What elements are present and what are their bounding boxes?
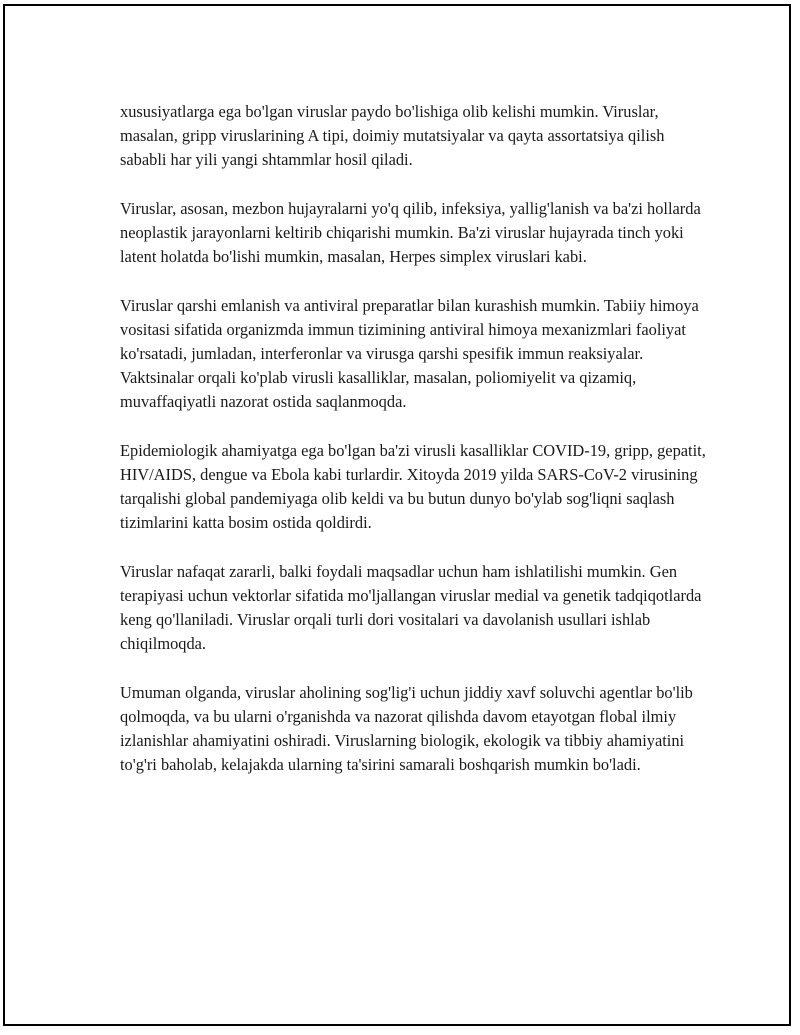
paragraph-4: Epidemiologik ahamiyatga ega bo'lgan ba'zi virusli kasalliklar COVID-19, gripp, gepatit, HIV/AIDS, dengue va Ebola kabi turlardir. Xitoyda 2019 yilda SARS-CoV-2 virusining tarqalishi global pandemiyaga olib keldi va bu butun dunyo bo'ylab sog'liqni saqlash tizimlarini katta bosim ostida qoldirdi.	[120, 440, 706, 533]
paragraph-2: Viruslar, asosan, mezbon hujayralarni yo'q qilib, infeksiya, yallig'lanish va ba'zi hollarda neoplastik jarayonlarni keltirib chiqarishi mumkin. Ba'zi viruslar hujayrada tinch yoki latent holatda bo'lishi mumkin, masalan, Herpes simplex viruslari kabi.	[120, 198, 701, 267]
document-body	[120, 100, 710, 802]
paragraph-1: xususiyatlarga ega bo'lgan viruslar paydo bo'lishiga olib kelishi mumkin. Viruslar, masalan, gripp viruslarining A tipi, doimiy mutatsiyalar va qayta assortatsiya qilish sababli har yili yangi shtammlar hosil qiladi.	[120, 102, 665, 170]
paragraph-6: Umuman olganda, viruslar aholining sog'lig'i uchun jiddiy xavf soluvchi agentlar bo'lib qolmoqda, va bu ularni o'rganishda va nazorat qilishda davom etayotgan flobal ilmiy izlanishlar ahamiyatini oshiradi. Viruslarning biologik, ekologik va tibbiy ahamiyatini to'g'ri baholab, kelajakda ularning ta'sirini samarali boshqarish mumkin bo'ladi.	[120, 682, 693, 775]
paragraph-5: Viruslar nafaqat zararli, balki foydali maqsadlar uchun ham ishlatilishi mumkin. Gen terapiyasi uchun vektorlar sifatida mo'ljallangan viruslar medial va genetik tadqiqotlarda keng qo'llaniladi. Viruslar orqali turli dori vositalari va davolanish usullari ishlab chiqilmoqda.	[120, 561, 702, 654]
paragraph-3: Viruslar qarshi emlanish va antiviral preparatlar bilan kurashish mumkin. Tabiiy himoya vositasi sifatida organizmda immun tizimining antiviral himoya mexanizmlari faoliyat ko'rsatadi, jumladan, interferonlar va virusga qarshi spesifik immun reaksiyalar. Vaktsinalar orqali ko'plab virusli kasalliklar, masalan, poliomiyelit va qizamiq, muvaffaqiyatli nazorat ostida saqlanmoqda.	[120, 295, 699, 412]
document-page	[3, 4, 791, 1026]
